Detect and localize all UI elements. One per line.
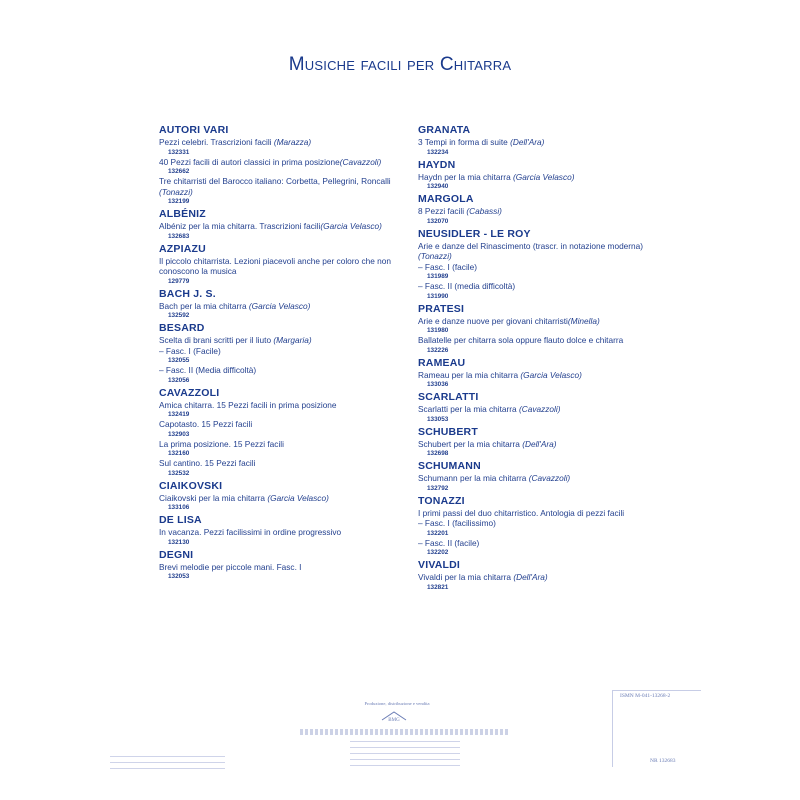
work-arranger: (Tonazzi) — [159, 186, 193, 197]
catalog-code: 132160 — [168, 450, 190, 457]
work-title — [159, 562, 404, 573]
work-title-text: Schumann per la mia chitarra — [418, 473, 529, 483]
catalog-code: 132234 — [427, 148, 449, 156]
work-title-text: Scelta di brani scritti per il liuto — [159, 335, 274, 345]
composer-name: CIAIKOVSKI — [159, 479, 223, 492]
work-arranger: (Cavazzoli) — [518, 404, 561, 414]
work-title-text: Amica chitarra. 15 Pezzi facili in prima posizione — [159, 399, 337, 410]
work-arranger: (Garcia Velasco) — [248, 300, 311, 311]
work-title-text: 3 Tempi in forma di suite — [418, 137, 511, 147]
work-title — [418, 137, 658, 148]
work-title-text: Albéniz per la mia chitarra. Trascrizioni facili — [159, 221, 321, 231]
catalog-code: 132053 — [168, 573, 190, 580]
composer-entry — [159, 480, 404, 513]
composer-name: VIVALDI — [418, 559, 461, 571]
work-title — [159, 400, 404, 411]
bmg-logo-icon — [381, 710, 407, 722]
composer-name: SCHUBERT — [418, 425, 478, 438]
composer-entry — [418, 495, 658, 558]
work-title-text: Pezzi celebri. Trascrizioni facili — [159, 137, 274, 147]
catalog-code: 132532 — [168, 469, 190, 477]
work-title-text: – Fasc. I (facile) — [418, 261, 478, 272]
composer-name: ALBÉNIZ — [159, 208, 206, 220]
composer-entry — [159, 208, 404, 241]
composer-entry — [159, 549, 404, 582]
work-title — [418, 508, 658, 519]
composer-name: HAYDN — [418, 158, 456, 171]
composer-entry — [159, 322, 404, 385]
work-arranger: (Garcia Velasco) — [267, 492, 329, 503]
work-title — [159, 419, 404, 430]
work-title-text: 8 Pezzi facili — [418, 206, 467, 216]
catalog-code: 132226 — [427, 346, 449, 354]
work-arranger: (Tonazzi) — [418, 251, 452, 261]
catalog-code: 132201 — [427, 529, 449, 537]
composer-entry — [418, 391, 658, 424]
work-title-text: Sul cantino. 15 Pezzi facili — [159, 458, 256, 468]
catalog-code: 133036 — [427, 381, 449, 388]
work-arranger: (Dell'Ara) — [522, 438, 557, 449]
composer-name: BACH J. S. — [159, 287, 216, 300]
catalog-code: 132821 — [427, 583, 449, 591]
composer-name: CAVAZZOLI — [159, 386, 220, 399]
composer-name: SCHUMANN — [418, 460, 481, 472]
work-title — [418, 206, 658, 217]
work-title-text: 40 Pezzi facili di autori classici in prima posizione — [159, 156, 340, 167]
work-title — [159, 221, 404, 232]
composer-entry — [418, 228, 658, 301]
composer-entry — [418, 357, 658, 390]
work-arranger: (Garcia Velasco) — [513, 171, 575, 182]
catalog-code: 132592 — [168, 312, 190, 319]
work-title — [418, 316, 658, 327]
catalog-number: NR 132683 — [650, 758, 676, 764]
publisher-address-line — [300, 729, 510, 735]
composer-name: NEUSIDLER - LE ROY — [418, 227, 531, 240]
work-title — [159, 527, 404, 538]
catalog-code: 131989 — [427, 273, 449, 280]
page-title: Musiche facili per Chitarra — [288, 54, 512, 75]
work-arranger: (Dell'Ara) — [510, 137, 545, 147]
catalog-code: 132331 — [168, 148, 190, 156]
composer-name: AZPIAZU — [159, 242, 206, 255]
left-column — [159, 122, 404, 581]
work-title-text: Rameau per la mia chitarra — [418, 369, 521, 380]
composer-entry — [159, 387, 404, 478]
work-title — [159, 256, 404, 277]
composer-entry — [159, 124, 404, 206]
work-title — [159, 157, 404, 168]
work-title — [418, 370, 658, 381]
composer-name: TONAZZI — [418, 494, 465, 507]
work-title-text: – Fasc. II (Media difficoltà) — [159, 365, 257, 375]
composer-name: AUTORI VARI — [159, 124, 229, 136]
work-title-text: Arie e danze nuove per giovani chitarristi — [418, 315, 568, 326]
catalog-code: 132199 — [168, 198, 190, 205]
work-title-text: Tre chitarristi del Barocco italiano: Corbetta, Pellegrini, Roncalli — [159, 176, 391, 186]
composer-entry — [159, 514, 404, 547]
ismn-number: ISMN M-041-13268-2 — [620, 693, 671, 699]
producer-line: Produzione, distribuzione e vendita — [364, 701, 430, 706]
composer-name: DE LISA — [159, 514, 202, 526]
work-arranger: (Cavazzoli) — [339, 156, 382, 167]
right-column — [418, 122, 658, 592]
catalog-code: 133053 — [427, 415, 449, 423]
composer-name: MARGOLA — [418, 193, 474, 205]
work-title — [159, 137, 404, 148]
composer-entry — [418, 426, 658, 459]
work-title-text: Bach per la mia chitarra — [159, 300, 249, 311]
composer-name: PRATESI — [418, 302, 465, 315]
catalog-code: 132056 — [168, 376, 190, 384]
work-title-text: Arie e danze del Rinascimento (trascr. in notazione moderna) — [418, 240, 644, 251]
work-title — [418, 335, 658, 346]
barcode-area — [612, 690, 701, 767]
work-title-text: Il piccolo chitarrista. Lezioni piacevoli anche per coloro che non conoscono la musica — [159, 255, 391, 276]
catalog-code: 132055 — [168, 357, 190, 364]
work-title — [418, 538, 658, 549]
composer-name: GRANATA — [418, 124, 471, 136]
composer-entry — [159, 288, 404, 321]
catalog-code: 129779 — [168, 277, 190, 285]
work-title-text: Brevi melodie per piccole mani. Fasc. I — [159, 561, 302, 572]
work-arranger: (Cavazzoli) — [528, 473, 571, 483]
catalog-code: 132903 — [168, 430, 190, 438]
work-arranger: (Garcia Velasco) — [320, 221, 382, 231]
work-title-text: La prima posizione. 15 Pezzi facili — [159, 438, 284, 449]
work-title — [418, 439, 658, 450]
composer-entry — [159, 243, 404, 286]
composer-entry — [418, 193, 658, 226]
composer-entry — [418, 559, 658, 592]
work-title — [159, 458, 404, 469]
composer-name: DEGNI — [159, 548, 194, 561]
composer-entry — [418, 124, 658, 157]
work-title-text: Schubert per la mia chitarra — [418, 438, 523, 449]
work-title — [159, 493, 404, 504]
work-title — [418, 473, 658, 484]
work-title — [159, 335, 404, 346]
catalog-code: 132940 — [427, 183, 449, 190]
composer-entry — [418, 303, 658, 355]
work-title-text: In vacanza. Pezzi facilissimi in ordine progressivo — [159, 527, 342, 537]
catalog-code: 132683 — [168, 232, 190, 240]
work-arranger: (Dell'Ara) — [513, 572, 548, 582]
work-title-text: Ballatelle per chitarra sola oppure flauto dolce e chitarra — [418, 335, 624, 345]
work-title-text: – Fasc. I (Facile) — [159, 345, 221, 356]
catalog-code: 131990 — [427, 292, 449, 300]
catalog-code: 132792 — [427, 484, 449, 492]
work-arranger: (Minella) — [567, 315, 600, 326]
work-title-text: – Fasc. I (facilissimo) — [418, 518, 496, 528]
work-title — [418, 404, 658, 415]
work-arranger: (Margaria) — [273, 335, 312, 345]
work-title — [418, 241, 658, 262]
catalog-code: 132070 — [427, 217, 449, 225]
printer-imprint-lines — [110, 756, 225, 770]
work-title — [159, 439, 404, 450]
work-title-text: Ciaikovski per la mia chitarra — [159, 492, 268, 503]
work-title — [418, 262, 658, 273]
publisher-contact-lines — [350, 741, 460, 771]
work-title-text: Scarlatti per la mia chitarra — [418, 404, 519, 414]
composer-entry — [418, 460, 658, 493]
work-title — [159, 176, 404, 197]
catalog-code: 132662 — [168, 168, 190, 175]
composer-entry — [418, 159, 658, 192]
work-title-text: – Fasc. II (facile) — [418, 537, 480, 548]
work-title-text: I primi passi del duo chitarristico. Antologia di pezzi facili — [418, 507, 625, 518]
work-title — [418, 281, 658, 292]
composer-name: RAMEAU — [418, 356, 466, 369]
catalog-code: 132419 — [168, 411, 190, 418]
work-title-text: Capotasto. 15 Pezzi facili — [159, 419, 253, 429]
work-title-text: Vivaldi per la mia chitarra — [418, 572, 514, 582]
work-arranger: (Marazza) — [273, 137, 312, 147]
catalog-code: 132202 — [427, 549, 449, 556]
composer-name: SCARLATTI — [418, 391, 479, 403]
catalog-code: 131980 — [427, 327, 449, 334]
work-title — [159, 365, 404, 376]
work-title-text: – Fasc. II (media difficoltà) — [418, 281, 516, 291]
svg-text:BMG: BMG — [388, 718, 400, 722]
work-title — [418, 172, 658, 183]
work-arranger: (Garcia Velasco) — [520, 369, 582, 380]
catalog-code: 133106 — [168, 504, 190, 511]
work-title — [418, 572, 658, 583]
work-arranger: (Cabassi) — [466, 206, 502, 216]
composer-name: BESARD — [159, 322, 205, 334]
work-title-text: Haydn per la mia chitarra — [418, 171, 513, 182]
work-title — [418, 518, 658, 529]
work-title — [159, 346, 404, 357]
catalog-code: 132130 — [168, 538, 190, 546]
catalog-code: 132698 — [427, 450, 449, 457]
work-title — [159, 301, 404, 312]
